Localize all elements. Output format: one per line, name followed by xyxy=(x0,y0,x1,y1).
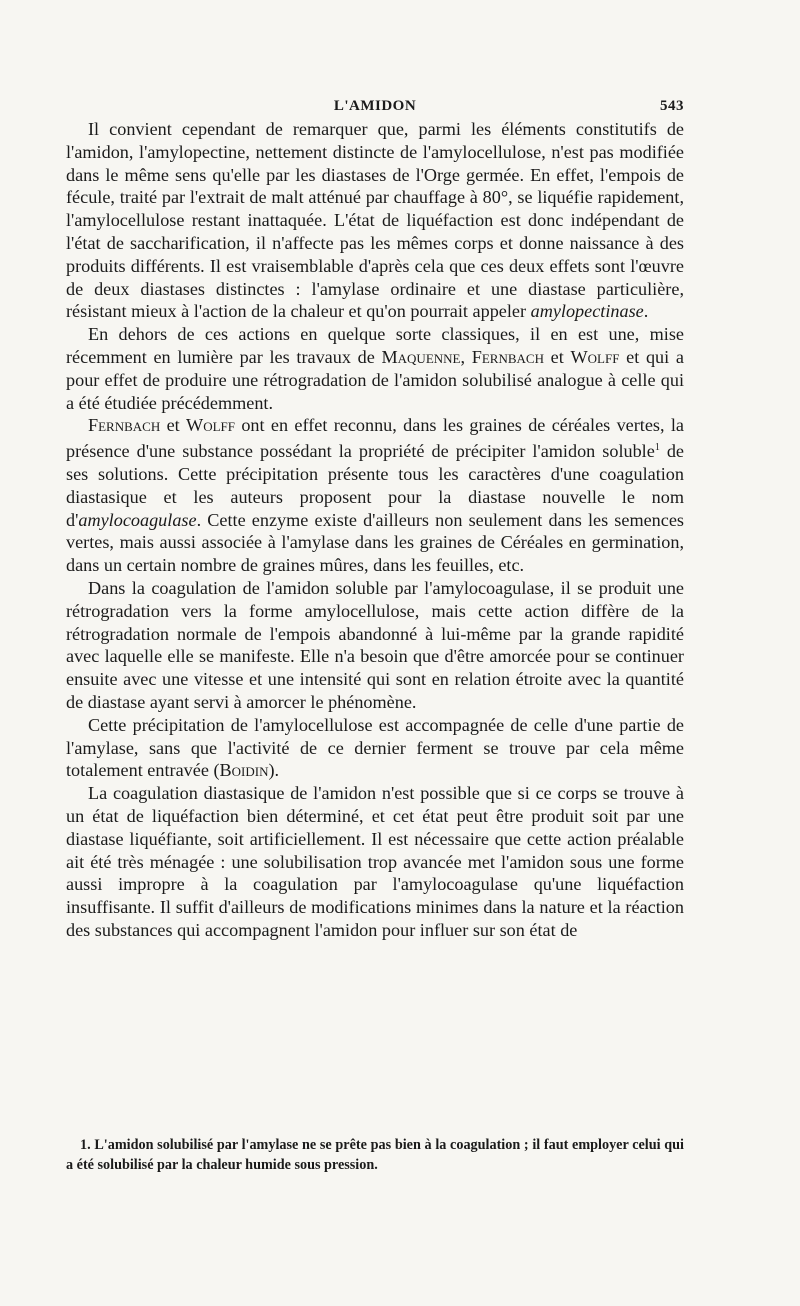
author-name: Fernbach xyxy=(88,415,161,436)
author-name: Boidin xyxy=(219,760,269,781)
paragraph-text: et xyxy=(160,415,187,436)
paragraph xyxy=(66,323,684,414)
paragraph xyxy=(66,414,684,577)
paragraph-text: ). xyxy=(268,760,280,781)
paragraph xyxy=(66,118,684,323)
author-name: Maquenne xyxy=(381,346,461,367)
author-name: Wolff xyxy=(186,415,235,436)
paragraph-text: ont en effet reconnu, dans les graines de céréales vertes, la présence d'une substance possédant la propriété de précipiter l'amidon soluble xyxy=(66,415,684,462)
paragraph-text: Dans la coagulation de l'amidon soluble par l'amylocoagulase, il se produit une rétrogradation vers la forme amylocellulose, mais cette action diffère de la rétrogradation normale de l'empois abandonné à lui-même par la grande rapidité avec laquelle elle se manifeste. Elle n'a besoin que d'être amorcée pour se continuer ensuite avec une vitesse et une intensité qui sont en relation étroite avec la quantité de diastase ayant servi à amorcer le phénomène. xyxy=(66,578,684,712)
paragraph xyxy=(66,782,684,942)
paragraph-text: de ses solutions. Cette précipitation présente tous les caractères d'une coagulation diastasique et les auteurs proposent pour la diastase nouvelle le nom d' xyxy=(66,441,685,530)
footnote-text: L'amidon solubilisé par l'amylase ne se prête pas bien à la coagulation ; il faut employer celui qui a été solubilisé par la chaleur humide sous pression. xyxy=(66,1137,685,1173)
running-head: L'AMIDON xyxy=(333,98,417,114)
paragraph-text: En dehors de ces actions en quelque sorte classiques, il en est une, mise récemment en lumière par les travaux de xyxy=(66,324,684,367)
footnote xyxy=(66,1136,684,1175)
paragraph-text: La coagulation diastasique de l'amidon n'est possible que si ce corps se trouve à un état de liquéfaction bien déterminé, et cet état peut être produit soit par une diastase liquéfiante, soit artificiellement. Il est nécessaire que cette action préalable ait été très ménagée : une solubilisation trop avancée met l'amidon sous une forme aussi impropre à la coagulation par l'amylocoagulase qu'une liquéfaction insuffisante. Il suffit d'ailleurs de modifications minimes dans la nature et la réaction des substances qui accompagnent l'amidon pour influer sur son état de xyxy=(66,783,684,940)
body-text xyxy=(66,118,684,942)
author-name: Wolff xyxy=(570,346,620,367)
paragraph xyxy=(66,714,684,782)
author-name: Fernbach xyxy=(471,346,544,367)
footnotes xyxy=(66,1136,684,1175)
footnote-number: 1. xyxy=(80,1137,91,1153)
paragraph-text: . xyxy=(643,301,649,322)
paragraph-text: Il convient cependant de remarquer que, parmi les éléments constitutifs de l'amidon, l'amylopectine, nettement distincte de l'amylocellulose, n'est pas modifiée dans le même sens qu'elle par les diastases de l'Orge germée. En effet, l'empois de fécule, traité par l'extrait de malt atténué par chauffage à 80°, se liquéfie rapidement, l'amylocellulose restant inattaquée. L'état de liquéfaction est donc indépendant de l'état de saccharification, il n'affecte pas les mêmes corps et donne naissance à des produits différents. Il est vraisemblable d'après cela que ces deux effets sont l'œuvre de deux diastases distinctes : l'amylase ordinaire et une diastase particulière, résistant mieux à l'action de la chaleur et qu'on pourrait appeler xyxy=(66,119,684,322)
paragraph-text: et qui a pour effet de produire une rétrogradation de l'amidon solubilisé analogue à celle qui a été étudiée précédemment. xyxy=(66,346,684,413)
term-amylopectinase: amylopectinase xyxy=(530,301,644,322)
footnote-reference: 1 xyxy=(654,442,660,454)
paragraph xyxy=(66,577,684,714)
paragraph-text: . Cette enzyme existe d'ailleurs non seulement dans les semences vertes, mais aussi associée à l'amylase dans les graines de Céréales en germination, dans un certain nombre de graines mûres, dans les feuilles, etc. xyxy=(66,509,684,576)
paragraph-text: et xyxy=(543,346,571,367)
page-number: 543 xyxy=(660,98,684,114)
paragraph-text: , xyxy=(460,346,472,367)
paragraph-text: Cette précipitation de l'amylocellulose est accompagnée de celle d'une partie de l'amylase, sans que l'activité de ce dernier ferment se trouve par cela même totalement entravée ( xyxy=(66,714,684,781)
term-amylocoagulase: amylocoagulase xyxy=(78,509,197,530)
